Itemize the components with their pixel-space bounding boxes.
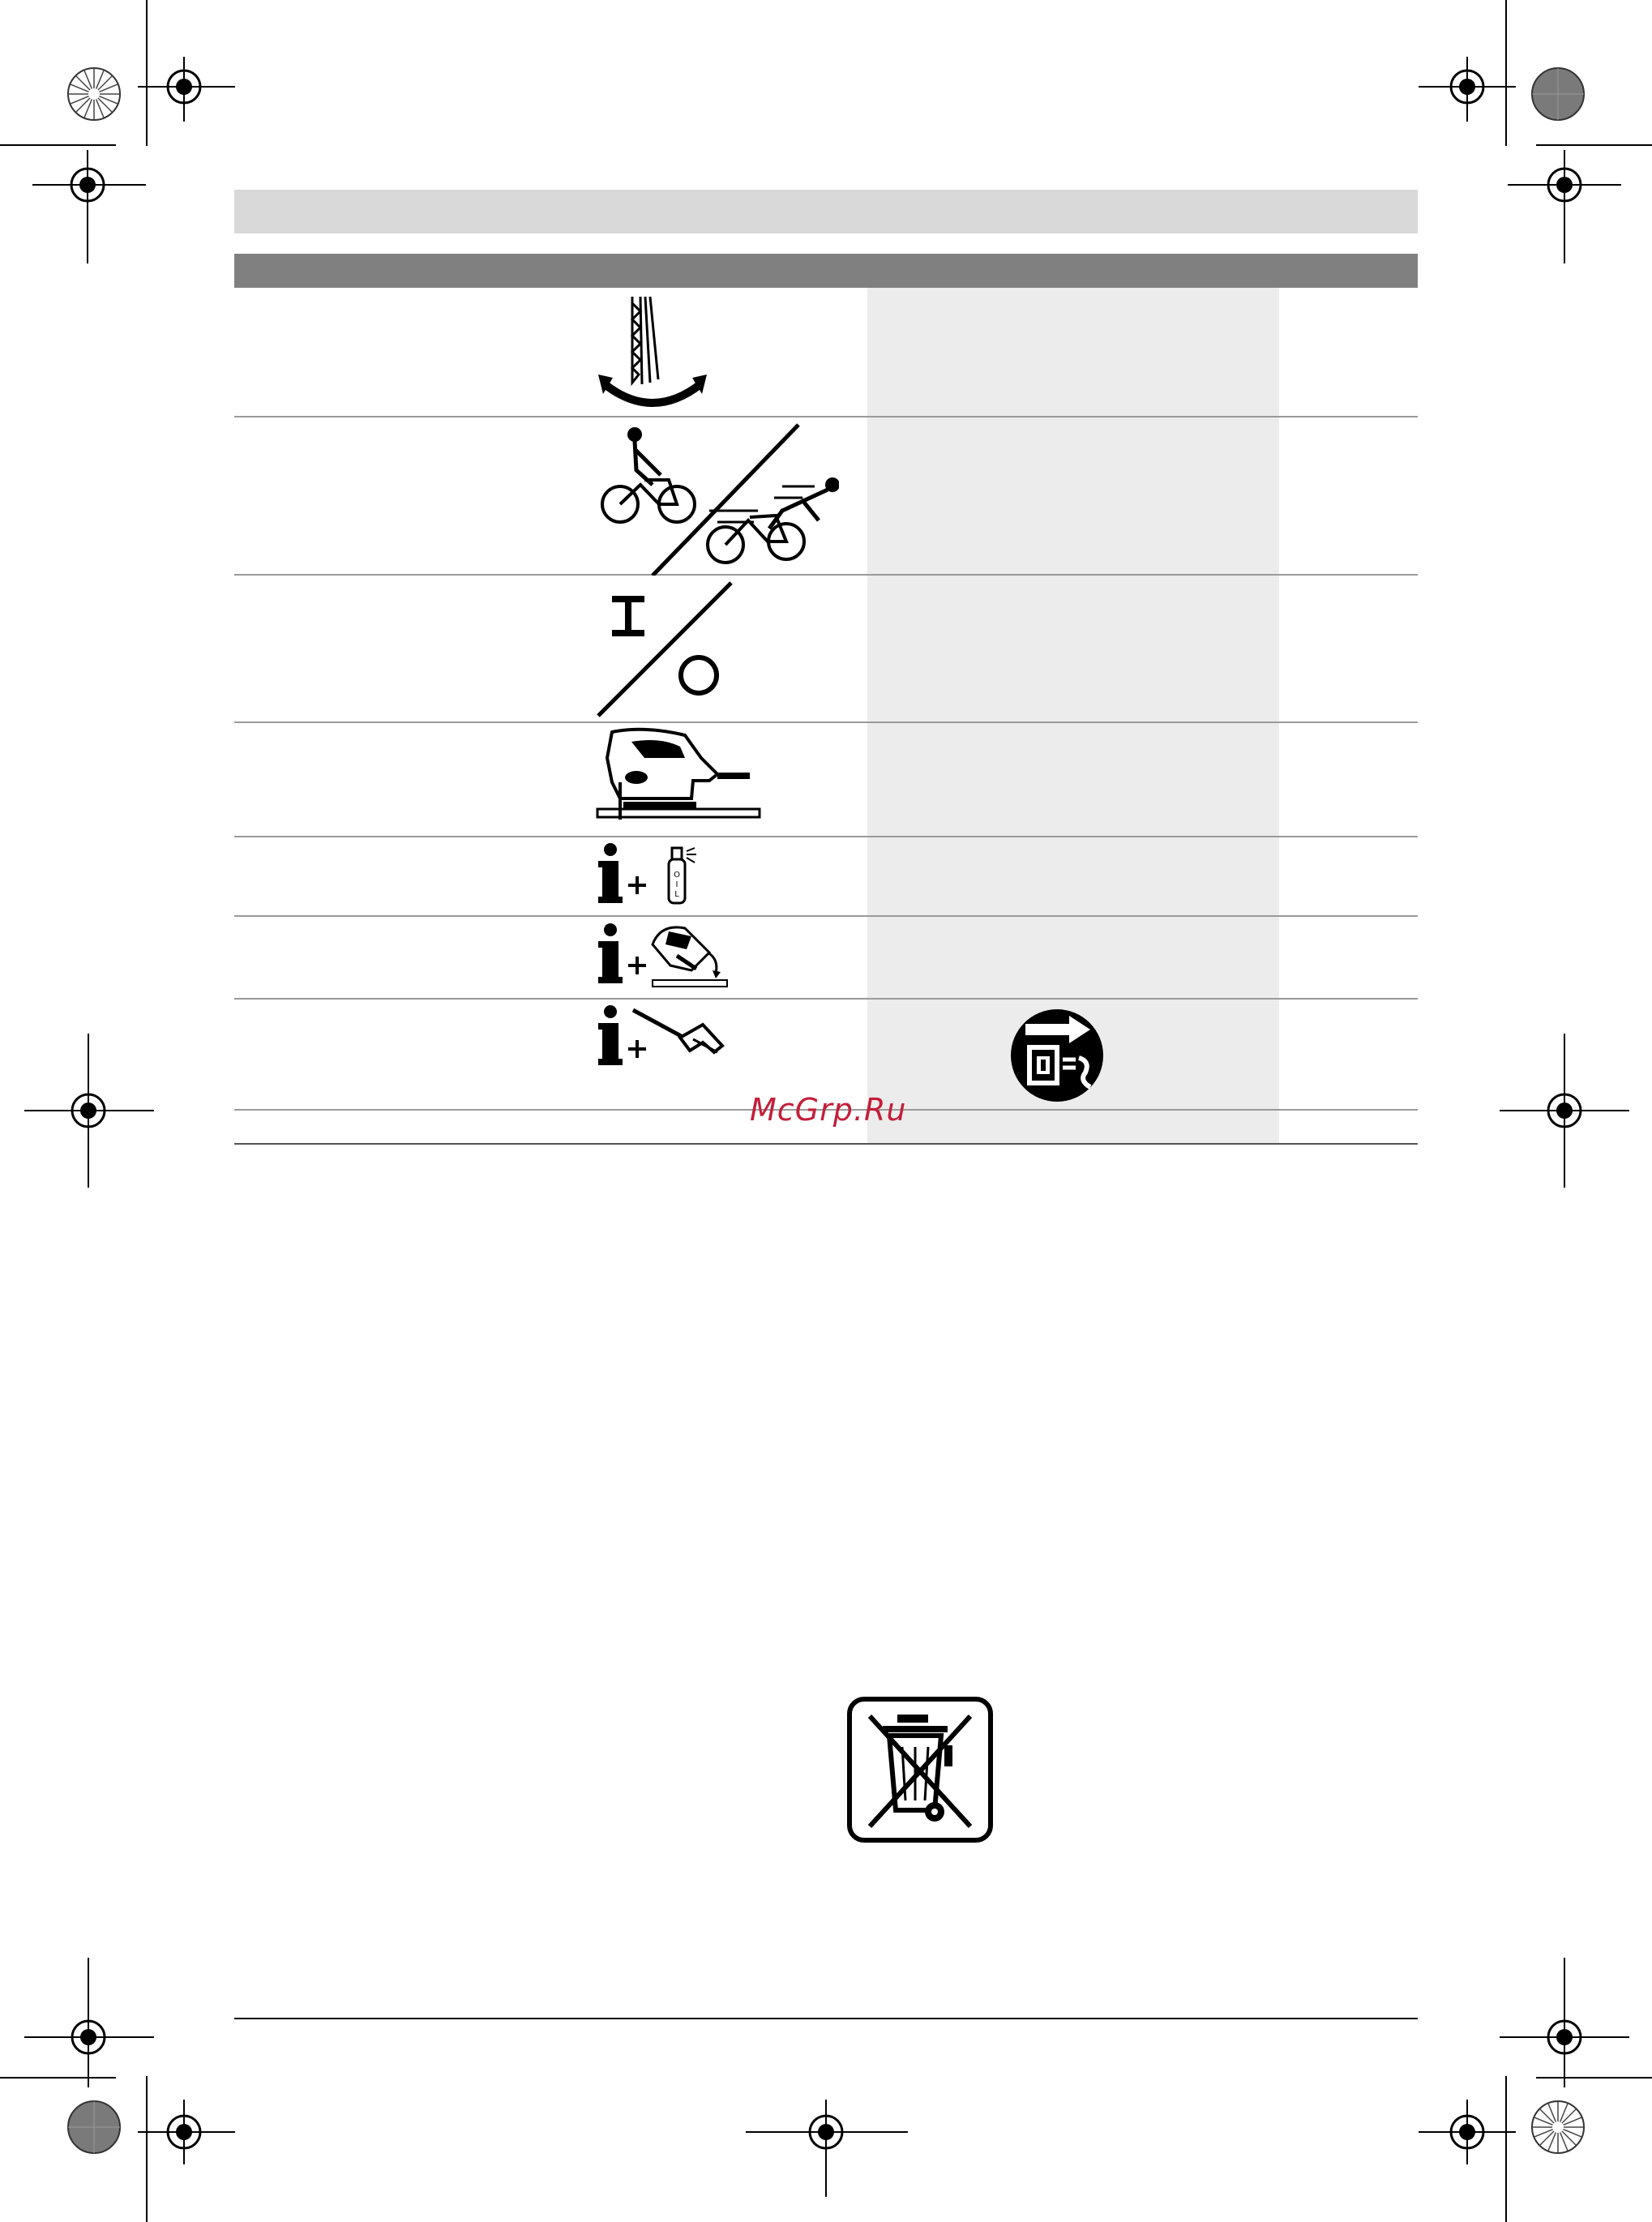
color-wheel-icon: [1530, 66, 1586, 122]
registration-mark-icon: [32, 150, 146, 263]
header-band-dark: [234, 254, 1418, 288]
registration-mark-icon: [138, 57, 235, 122]
registration-mark-icon: [24, 1034, 154, 1188]
info-parallel-guide-icon: [596, 1005, 734, 1070]
table-row-divider: [234, 836, 1418, 837]
crossed-out-wheelie-bin-icon: [847, 1697, 993, 1843]
footer-rule: [234, 2018, 1418, 2019]
crop-line: [1536, 144, 1652, 146]
table-row-divider: [234, 1143, 1418, 1145]
registration-mark-icon: [24, 1958, 154, 2087]
header-band-light: [234, 190, 1418, 233]
saw-blade-pendulum-icon: [592, 293, 713, 415]
registration-mark-icon: [1500, 1958, 1629, 2087]
registration-mark-icon: [746, 2100, 908, 2197]
bicycle-slow-fast-icon: [596, 422, 839, 576]
info-base-plate-bevel-icon: [596, 920, 734, 993]
registration-mark-icon: [1508, 150, 1621, 263]
color-wheel-icon: [66, 2100, 122, 2155]
svg-text:L: L: [674, 890, 679, 899]
svg-text:I: I: [675, 880, 678, 889]
table-row-divider: [234, 721, 1418, 723]
info-oil-spray-icon: [596, 843, 725, 908]
table-row-divider: [234, 416, 1418, 417]
svg-text:O: O: [674, 871, 680, 880]
registration-mark-icon: [1419, 2100, 1516, 2164]
crop-line: [0, 144, 116, 146]
color-wheel-icon: [66, 66, 122, 122]
registration-mark-icon: [138, 2100, 235, 2164]
jigsaw-tool-icon: [596, 726, 766, 823]
watermark-text: McGrp.Ru: [750, 1092, 907, 1128]
unplug-before-maintenance-icon: [1009, 1008, 1105, 1103]
table-row-divider: [234, 915, 1418, 917]
registration-mark-icon: [1500, 1034, 1629, 1188]
table-row-divider: [234, 998, 1418, 1000]
on-off-switch-icon: [592, 580, 738, 721]
color-wheel-icon: [1530, 2100, 1586, 2155]
registration-mark-icon: [1419, 57, 1516, 122]
